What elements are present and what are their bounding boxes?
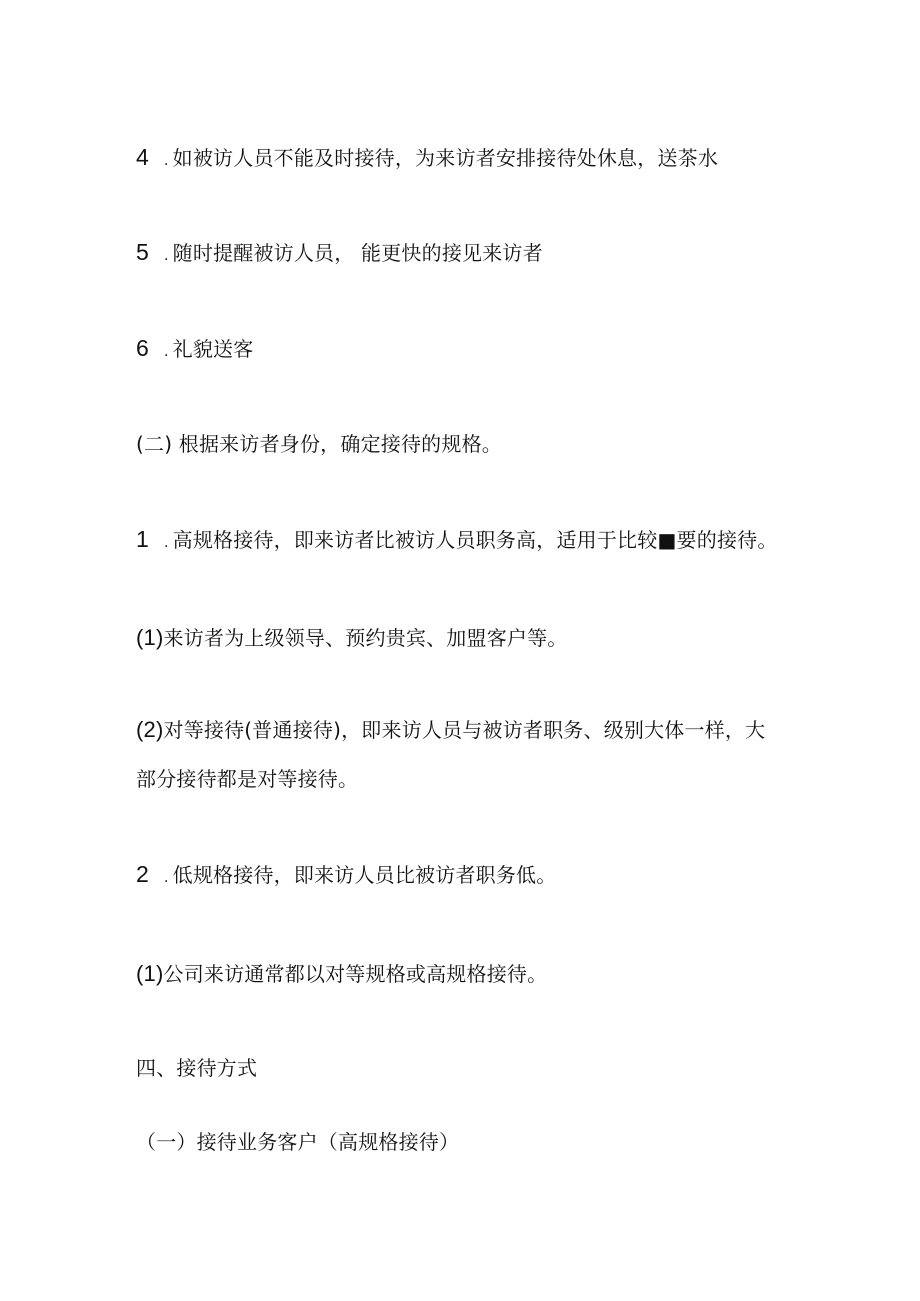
- sub-item-equal-line2: 部分接待都是对等接待。: [136, 767, 359, 791]
- sub-heading-business-client: （一）接待业务客户（高规格接待）: [136, 1130, 460, 1154]
- item-separator: .: [164, 870, 169, 886]
- sub-item-company: [136, 960, 547, 988]
- list-item-high-spec: [136, 525, 778, 557]
- item-number: 5: [136, 239, 149, 265]
- sub-item-text: 对等接待(普通接待)，即来访人员与被访者职务、级别大体一样，大: [163, 718, 766, 742]
- list-item-5: [136, 238, 543, 270]
- item-separator: .: [164, 535, 169, 551]
- list-item-low-spec: [136, 860, 556, 892]
- item-number: 6: [136, 335, 149, 361]
- item-number: 1: [136, 526, 149, 552]
- item-number: 4: [136, 144, 149, 170]
- list-item-4: [136, 143, 718, 175]
- list-item-6: [136, 334, 253, 366]
- item-text: 随时提醒被访人员， 能更快的接见来访者: [172, 241, 543, 265]
- sub-item-label: (1): [136, 625, 164, 650]
- sub-item-equal-line1: [136, 716, 765, 744]
- sub-item-text: 公司来访通常都以对等规格或高规格接待。: [163, 962, 548, 986]
- sub-item-visitors: [136, 624, 568, 652]
- sub-item-label: (2): [136, 717, 164, 742]
- item-separator: .: [164, 344, 169, 360]
- section-heading-four: 四、接待方式: [136, 1056, 258, 1080]
- item-text: 礼貌送客: [172, 337, 254, 361]
- item-text: 高规格接待，即来访者比被访人员职务高，适用于比较■要的接待。: [172, 528, 778, 552]
- item-text: 如被访人员不能及时接待，为来访者安排接待处休息，送茶水: [172, 146, 719, 170]
- item-separator: .: [164, 248, 169, 264]
- section-heading-two: (二) 根据来访者身份，确定接待的规格。: [136, 432, 502, 456]
- sub-item-text: 来访者为上级领导、预约贵宾、加盟客户等。: [163, 626, 568, 650]
- item-text: 低规格接待，即来访人员比被访者职务低。: [172, 863, 557, 887]
- item-number: 2: [136, 861, 149, 887]
- item-separator: .: [164, 153, 169, 169]
- sub-item-label: (1): [136, 961, 164, 986]
